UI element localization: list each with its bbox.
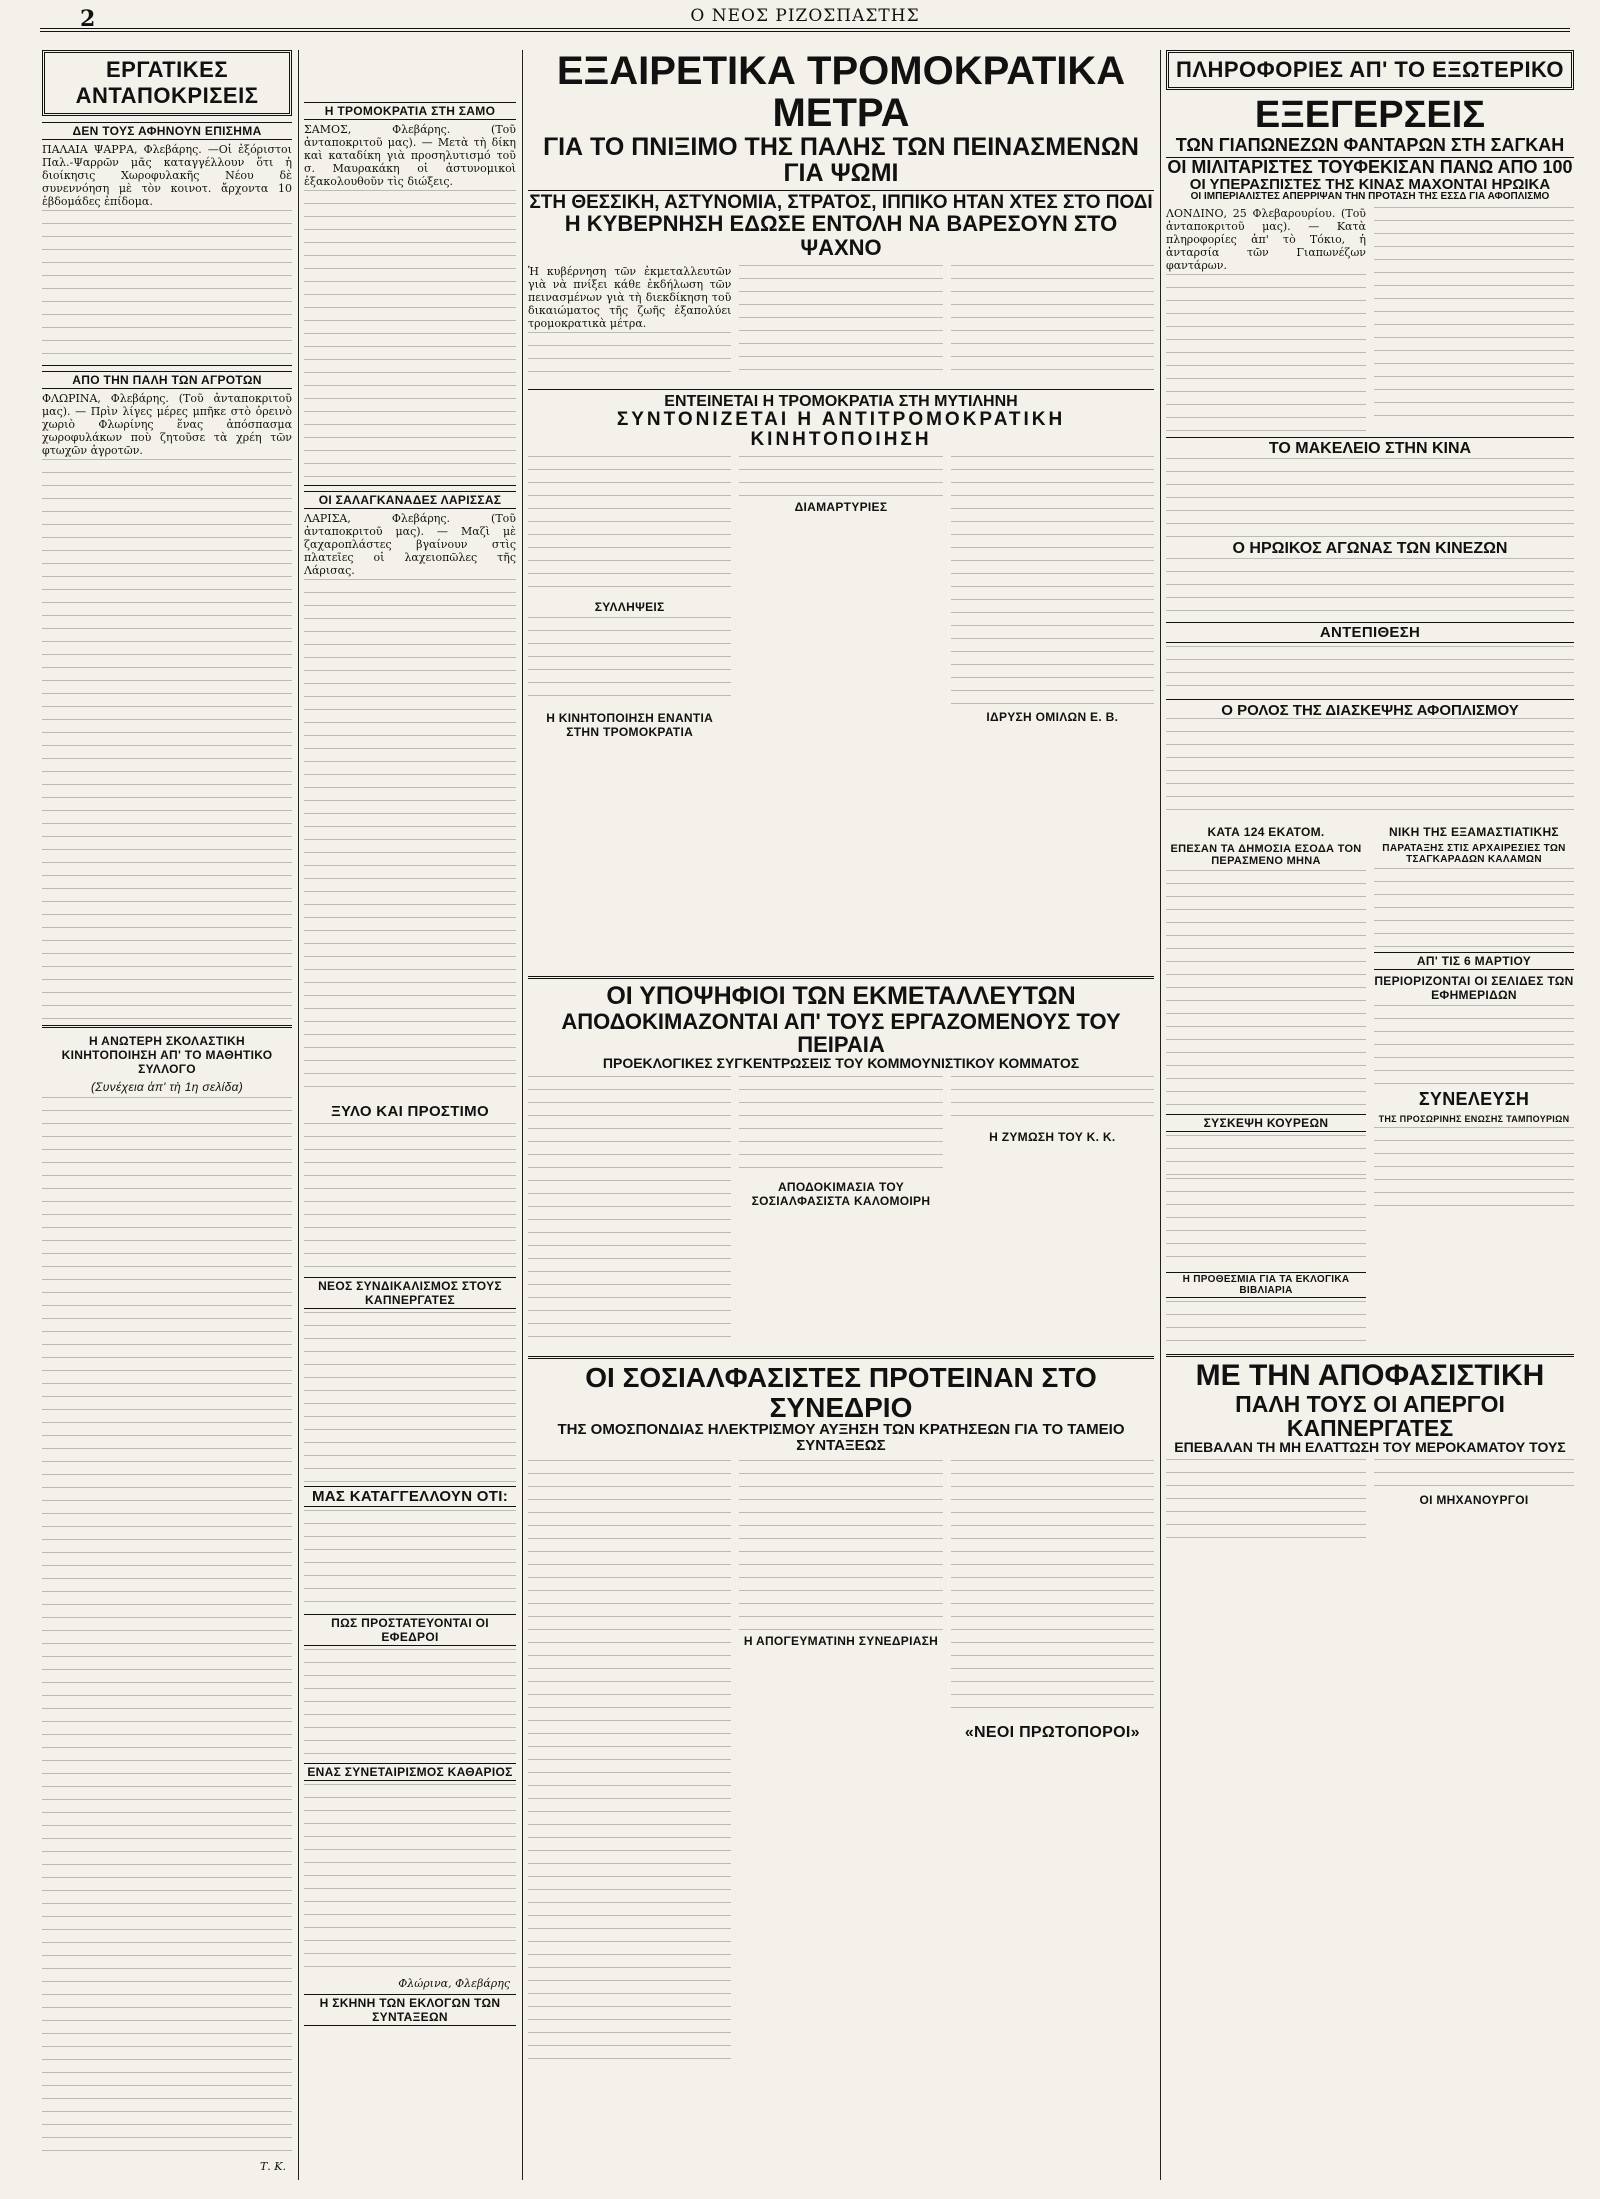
headline-candidates-3: ΠΡΟΕΚΛΟΓΙΚΕΣ ΣΥΓΚΕΝΤΡΩΣΕΙΣ ΤΟΥ ΚΟΜΜΟΥΝΙΣΤΙΚΟΥ ΚΟΜΜΑΤΟΣ <box>602 1054 1080 1071</box>
headline-strikers-3: ΕΠΕΒΑΛΑΝ ΤΗ ΜΗ ΕΛΑΤΤΩΣΗ ΤΟΥ ΜΕΡΟΚΑΜΑΤΟΥ ΤΟΥΣ <box>1174 1439 1566 1456</box>
text-block <box>1166 1135 1366 1175</box>
main-subheadline: ΣΤΗ ΘΕΣΣΙΚΗ, ΑΣΤΥΝΟΜΙΑ, ΣΤΡΑΤΟΣ, ΙΠΠΙΚΟ ΗΤΑΝ ΧΤΕΣ ΣΤΟ ΠΟΔΙ <box>529 191 1153 213</box>
text-block <box>951 1460 1154 1720</box>
headline-electric: ΟΙ ΣΟΣΙΑΛΦΑΣΙΣΤΕΣ ΠΡΟΤΕΙΝΑΝ ΣΤΟ ΣΥΝΕΔΡΙΟ <box>528 1356 1154 1422</box>
column-rule <box>1160 50 1161 2180</box>
section-headline: ΕΝΤΕΙΝΕΤΑΙ Η ΤΡΟΜΟΚΡΑΤΙΑ ΣΤΗ ΜΥΤΙΛΗΝΗ <box>528 389 1154 411</box>
text-block <box>42 459 292 1019</box>
section-headline-2: ΣΥΝΤΟΝΙΖΕΤΑΙ Η ΑΝΤΙΤΡΟΜΟΚΡΑΤΙΚΗ ΚΙΝΗΤΟΠΟΙΗΣΗ <box>616 409 1066 451</box>
headline-uprisings-4: ΟΙ ΥΠΕΡΑΣΠΙΣΤΕΣ ΤΗΣ ΚΙΝΑΣ ΜΑΧΟΝΤΑΙ ΗΡΩΙΚΑ <box>1189 175 1551 193</box>
article-heading: ΣΥΣΚΕΨΗ ΚΟΥΡΕΩΝ <box>1166 1114 1366 1132</box>
continued-note: (Συνέχεια ἀπ' τὴ 1η σελίδα) <box>90 1080 244 1094</box>
subheading: Η ΚΙΝΗΤΟΠΟΙΗΣΗ ΕΝΑΝΤΙΑ ΣΤΗΝ ΤΡΟΜΟΚΡΑΤΙΑ <box>546 711 714 740</box>
article-heading: ΤΗΣ ΠΡΟΣΩΡΙΝΗΣ ΕΝΩΣΗΣ ΤΑΜΠΟΥΡΙΩΝ <box>1378 1114 1570 1125</box>
column-reports <box>304 50 516 2180</box>
text-block <box>1166 1301 1366 1351</box>
text-block <box>951 1076 1154 1126</box>
text-block <box>528 1076 731 1346</box>
article-heading: ΚΑΤΑ 124 ΕΚΑΤΟΜ. <box>1207 825 1325 840</box>
article-heading: Ο ΗΡΩΙΚΟΣ ΑΓΩΝΑΣ ΤΩΝ ΚΙΝΕΖΩΝ <box>1232 539 1508 557</box>
headline-strikers-2: ΠΑΛΗ ΤΟΥΣ ΟΙ ΑΠΕΡΓΟΙ ΚΑΠΝΕΡΓΑΤΕΣ <box>1235 1390 1505 1441</box>
text-block <box>528 617 731 707</box>
text-block <box>528 332 731 382</box>
article-heading: ΑΠΟ ΤΗΝ ΠΑΛΗ ΤΩΝ ΑΓΡΟΤΩΝ <box>42 371 292 389</box>
article-heading: Ο ΡΟΛΟΣ ΤΗΣ ΔΙΑΣΚΕΨΗΣ ΑΦΟΠΛΙΣΜΟΥ <box>1166 699 1574 719</box>
article-text: ΛΑΡΙΣΑ, Φλεβάρης. (Τοῦ ἀνταποκριτοῦ μας). — Μαζὶ μὲ ζαχαροπλάστες βγαίνουν στὶς πλατεῖες οἱ λαχειοπῶλες τῆς Λάρισας. <box>304 512 516 577</box>
column-workers <box>42 50 292 2180</box>
column-rule <box>298 50 299 2180</box>
text-block <box>1166 646 1574 696</box>
subheading: ΑΠΟΔΟΚΙΜΑΣΙΑ ΤΟΥ ΣΟΣΙΑΛΦΑΣΙΣΤΑ ΚΑΛΟΜΟΙΡΗ <box>751 1180 931 1209</box>
text-block <box>739 265 942 375</box>
article-heading: ΕΝΑΣ ΣΥΝΕΤΑΙΡΙΣΜΟΣ ΚΑΘΑΡΙΟΣ <box>304 1763 516 1781</box>
article-heading: ΠΕΡΙΟΡΙΖΟΝΤΑΙ ΟΙ ΣΕΛΙΔΕΣ ΤΩΝ ΕΦΗΜΕΡΙΔΩΝ <box>1374 974 1574 1003</box>
article-heading: ΞΥΛΟ ΚΑΙ ΠΡΟΣΤΙΜΟ <box>331 1103 489 1120</box>
masthead <box>40 6 1570 32</box>
article-heading: ΝΙΚΗ ΤΗΣ ΕΞΑΜΑΣΤΙΑΤΙΚΗΣ <box>1389 825 1559 840</box>
article-heading: ΠΑΡΑΤΑΞΗΣ ΣΤΙΣ ΑΡΧΑΙΡΕΣΙΕΣ ΤΩΝ ΤΣΑΓΚΑΡΑΔΩΝ ΚΑΛΑΜΩΝ <box>1382 843 1566 866</box>
column-foreign <box>1166 50 1574 2180</box>
text-block <box>304 1784 516 1974</box>
article-heading: ΜΑΣ ΚΑΤΑΓΓΕΛΛΟΥΝ ΟΤΙ: <box>304 1486 516 1507</box>
text-block <box>304 1510 516 1610</box>
signature: Τ. Κ. <box>259 2160 286 2173</box>
subheading: «ΝΕΟΙ ΠΡΩΤΟΠΟΡΟΙ» <box>964 1723 1140 1741</box>
text-block <box>304 579 516 1099</box>
article-heading: ΑΝΤΕΠΙΘΕΣΗ <box>1166 622 1574 643</box>
lead-text: Ἡ κυβέρνηση τῶν ἐκμεταλλευτῶν γιὰ νὰ πνίξει κάθε ἐκδήλωση τῶν πεινασμένων γιὰ τὴ διεκδίκηση τοῦ δικαιώματος τῆς ζωῆς ἐξαπολύει τρομοκρατικὰ μέτρα. <box>528 264 732 330</box>
text-block <box>739 456 942 496</box>
headline-electric-2: ΤΗΣ ΟΜΟΣΠΟΝΔΙΑΣ ΗΛΕΚΤΡΙΣΜΟΥ ΑΥΞΗΣΗ ΤΩΝ ΚΡΑΤΗΣΕΩΝ ΓΙΑ ΤΟ ΤΑΜΕΙΟ ΣΥΝΤΑΞΕΩΣ <box>557 1421 1125 1454</box>
text-block <box>1166 1178 1366 1268</box>
article-text: ΠΑΛΑΙΑ ΨΑΡΡΑ, Φλεβάρης. —Οἱ ἐξόριστοι Παλ.-Ψαρρῶν μᾶς καταγγέλλουν ὅτι ἡ διοίκησις Χωροφυλακῆς Νέου δὲ συνεννόηση μὲ τὸν κοινοτ. ἄρχοντα 10 ἑβδομάδες ἐπίδομα. <box>42 143 292 208</box>
article-heading: Η ΤΡΟΜΟΚΡΑΤΙΑ ΣΤΗ ΣΑΜΟ <box>304 102 516 120</box>
article-heading: ΑΠ' ΤΙΣ 6 ΜΑΡΤΙΟΥ <box>1374 952 1574 970</box>
section-title-foreign: ΠΛΗΡΟΦΟΡΙΕΣ ΑΠ' ΤΟ ΕΞΩΤΕΡΙΚΟ <box>1166 50 1574 90</box>
text-block <box>304 1312 516 1482</box>
section-title-workers: ΕΡΓΑΤΙΚΕΣ ΑΝΤΑΠΟΚΡΙΣΕΙΣ <box>42 50 292 116</box>
article-heading: ΠΩΣ ΠΡΟΣΤΑΤΕΥΟΝΤΑΙ ΟΙ ΕΦΕΔΡΟΙ <box>304 1614 516 1646</box>
paper-name: Ο ΝΕΟΣ ΡΙΖΟΣΠΑΣΤΗΣ <box>690 6 920 26</box>
article-heading: ΕΠΕΣΑΝ ΤΑ ΔΗΜΟΣΙΑ ΕΣΟΔΑ ΤΟΝ ΠΕΡΑΣΜΕΝΟ ΜΗΝΑ <box>1170 843 1362 868</box>
text-block <box>528 456 731 596</box>
headline-uprisings-5: ΟΙ ΙΜΠΕΡΙΑΛΙΣΤΕΣ ΑΠΕΡΡΙΨΑΝ ΤΗΝ ΠΡΟΤΑΣΗ ΤΗΣ ΕΣΣΔ ΓΙΑ ΑΦΟΠΛΙΣΜΟ <box>1190 191 1550 203</box>
text-block <box>1166 718 1574 818</box>
signature: Φλώρινα, Φλεβάρης <box>398 1977 510 1990</box>
main-subheadline-2: Η ΚΥΒΕΡΝΗΣΗ ΕΔΩΣΕ ΕΝΤΟΛΗ ΝΑ ΒΑΡΕΣΟΥΝ ΣΤΟ ΨΑΧΝΟ <box>564 211 1118 260</box>
text-block <box>42 210 292 360</box>
column-rule <box>522 50 523 2180</box>
text-block <box>1374 207 1574 427</box>
headline-strikers: ΜΕ ΤΗΝ ΑΠΟΦΑΣΙΣΤΙΚΗ <box>1166 1354 1574 1392</box>
subheading: Η ΑΠΟΓΕΥΜΑΤΙΝΗ ΣΥΝΕΔΡΙΑΣΗ <box>743 1633 939 1648</box>
text-block <box>1374 868 1574 948</box>
text-block <box>739 1076 942 1176</box>
article-text: ΦΛΩΡΙΝΑ, Φλεβάρης. (Τοῦ ἀνταποκριτοῦ μας). — Πρὶν λίγες μέρες μπῆκε στὸ ὀρεινὸ χωριὸ Φλωρίνης ἕνας ἀπόσπασμα χωροφυλάκων ποὺ ζητοῦσε τὰ χρέη τῶν φτωχῶν ἀγροτῶν. <box>42 392 292 457</box>
text-block <box>1166 558 1574 618</box>
text-block <box>528 1460 731 2060</box>
article-heading: ΟΙ ΣΑΛΑΓΚΑΝΑΔΕΣ ΛΑΡΙΣΣΑΣ <box>304 491 516 509</box>
article-heading: ΣΥΝΕΛΕΥΣΗ <box>1418 1089 1530 1110</box>
article-heading: ΝΕΟΣ ΣΥΝΔΙΚΑΛΙΣΜΟΣ ΣΤΟΥΣ ΚΑΠΝΕΡΓΑΤΕΣ <box>304 1277 516 1309</box>
text-block <box>304 190 516 480</box>
text-block <box>1374 1127 1574 1217</box>
article-text: ΛΟΝΔΙΝΟ, 25 Φλεβαρουρίου. (Τοῦ ἀνταποκριτοῦ μας). — Κατὰ πληροφορίες ἀπ' τὸ Τόκιο, ἡ ἀνταρσία τῶν Γιαπωνέζων φαντάρων. <box>1166 206 1366 272</box>
main-headline: ΕΞΑΙΡΕΤΙΚΑ ΤΡΟΜΟΚΡΑΤΙΚΑ ΜΕΤΡΑ <box>556 50 1126 135</box>
article-heading: ΤΟ ΜΑΚΕΛΕΙΟ ΣΤΗΝ ΚΙΝΑ <box>1166 437 1574 458</box>
text-block <box>1374 1459 1574 1489</box>
text-block <box>1166 458 1574 538</box>
subheading: ΙΔΡΥΣΗ ΟΜΙΛΩΝ Ε. Β. <box>986 710 1119 725</box>
article-heading: ΟΙ ΜΗΧΑΝΟΥΡΓΟΙ <box>1419 1492 1529 1507</box>
headline-candidates-2: ΑΠΟΔΟΚΙΜΑΖΟΝΤΑΙ ΑΠ' ΤΟΥΣ ΕΡΓΑΖΟΜΕΝΟΥΣ ΤΟΥ ΠΕΙΡΑΙΑ <box>561 1008 1121 1057</box>
text-block <box>951 456 1154 706</box>
subheading: ΣΥΛΛΗΨΕΙΣ <box>594 600 665 615</box>
text-block <box>42 1097 292 2157</box>
text-block <box>304 1123 516 1273</box>
text-block <box>951 265 1154 375</box>
headline-candidates: ΟΙ ΥΠΟΨΗΦΙΟΙ ΤΩΝ ΕΚΜΕΤΑΛΛΕΥΤΩΝ <box>528 976 1154 1009</box>
main-headline-2: ΓΙΑ ΤΟ ΠΝΙΞΙΜΟ ΤΗΣ ΠΑΛΗΣ ΤΩΝ ΠΕΙΝΑΣΜΕΝΩΝ ΓΙΑ ΨΩΜΙ <box>543 133 1139 188</box>
headline-uprisings-3: ΟΙ ΜΙΛΙΤΑΡΙΣΤΕΣ ΤΟΥΦΕΚΙΣΑΝ ΠΑΝΩ ΑΠΟ 100 <box>1167 156 1573 177</box>
subheading: ΔΙΑΜΑΡΤΥΡΙΕΣ <box>794 500 888 515</box>
text-block <box>304 1649 516 1759</box>
article-heading: Η ΣΚΗΝΗ ΤΩΝ ΕΚΛΟΓΩΝ ΤΩΝ ΣΥΝΤΑΞΕΩΝ <box>304 1994 516 2026</box>
page-number: 2 <box>80 6 96 32</box>
text-block <box>1166 870 1366 1110</box>
text-block <box>1166 274 1366 434</box>
text-block <box>739 1460 942 1630</box>
article-heading: Η ΠΡΟΘΕΣΜΙΑ ΓΙΑ ΤΑ ΕΚΛΟΓΙΚΑ ΒΙΒΛΙΑΡΙΑ <box>1166 1272 1366 1298</box>
article-heading: ΔΕΝ ΤΟΥΣ ΑΦΗΝΟΥΝ ΕΠΙΣΗΜΑ <box>42 122 292 140</box>
headline-uprisings: ΕΞΕΓΕΡΣΕΙΣ <box>1254 94 1486 136</box>
text-block <box>1374 1005 1574 1085</box>
article-text: ΣΑΜΟΣ, Φλεβάρης. (Τοῦ ἀνταποκριτοῦ μας). — Μετὰ τὴ δίκη καὶ καταδίκη γιὰ προσηλυτισμό τοῦ σ. Μαυρακάκη οἱ ἀστυνομικοὶ ἐξακολουθοῦν τὶς διώξεις. <box>304 123 516 188</box>
text-block <box>1166 1459 1366 1539</box>
column-main <box>528 50 1154 2180</box>
headline-uprisings-2: ΤΩΝ ΓΙΑΠΩΝΕΖΩΝ ΦΑΝΤΑΡΩΝ ΣΤΗ ΣΑΓΚΑΗ <box>1175 134 1565 155</box>
article-heading: Η ΑΝΩΤΕΡΗ ΣΚΟΛΑΣΤΙΚΗ ΚΙΝΗΤΟΠΟΙΗΣΗ ΑΠ' ΤΟ ΜΑΘΗΤΙΚΟ ΣΥΛΛΟΓΟ <box>61 1034 273 1076</box>
subheading: Η ΖΥΜΩΣΗ ΤΟΥ Κ. Κ. <box>989 1130 1116 1145</box>
